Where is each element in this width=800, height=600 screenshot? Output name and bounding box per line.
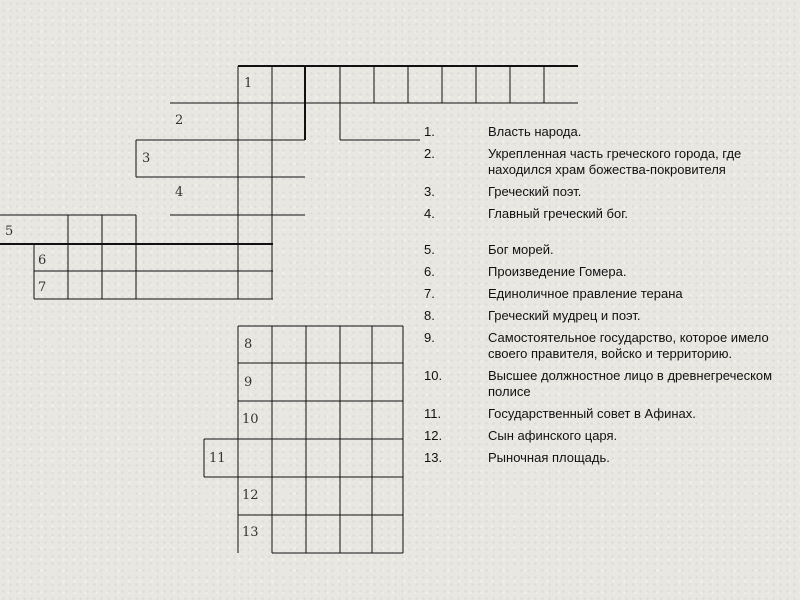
clue-12 bbox=[418, 428, 788, 444]
clue-10 bbox=[418, 368, 788, 400]
grid-number-2: 2 bbox=[175, 113, 184, 128]
clue-number: 2. bbox=[424, 146, 435, 161]
clue-13 bbox=[418, 450, 788, 466]
grid-number-11: 11 bbox=[209, 451, 226, 466]
clue-text: Главный греческий бог. bbox=[488, 206, 628, 221]
clue-7 bbox=[418, 286, 788, 302]
grid-number-9: 9 bbox=[244, 375, 253, 390]
clue-text: Высшее должностное лицо в древнегреческом полисе bbox=[488, 368, 773, 399]
clue-text: Власть народа. bbox=[488, 124, 582, 139]
grid-number-3: 3 bbox=[142, 151, 151, 166]
clue-text: Сын афинского царя. bbox=[488, 428, 618, 443]
grid-number-1: 1 bbox=[244, 76, 253, 91]
clue-text: Укрепленная часть греческого города, где находился храм божества-покровителя bbox=[488, 146, 742, 177]
clue-number: 9. bbox=[424, 330, 435, 345]
clue-gap bbox=[418, 228, 788, 242]
grid-number-6: 6 bbox=[38, 253, 47, 268]
clue-number: 4. bbox=[424, 206, 435, 221]
clue-8 bbox=[418, 308, 788, 324]
clue-list bbox=[418, 124, 788, 472]
clue-number: 13. bbox=[424, 450, 443, 465]
clue-text: Рыночная площадь. bbox=[488, 450, 610, 465]
grid-number-13: 13 bbox=[242, 525, 259, 540]
clue-5 bbox=[418, 242, 788, 258]
clue-2 bbox=[418, 146, 788, 178]
grid-number-5: 5 bbox=[5, 224, 14, 239]
clue-1 bbox=[418, 124, 788, 140]
clue-9 bbox=[418, 330, 788, 362]
grid-number-12: 12 bbox=[242, 488, 259, 503]
clue-number: 11. bbox=[424, 406, 442, 421]
clue-text: Бог морей. bbox=[488, 242, 554, 257]
clue-number: 6. bbox=[424, 264, 435, 279]
grid-number-7: 7 bbox=[38, 280, 47, 295]
grid-number-4: 4 bbox=[175, 185, 184, 200]
clue-number: 12. bbox=[424, 428, 443, 443]
clue-3 bbox=[418, 184, 788, 200]
clue-text: Самостоятельное государство, которое имело своего правителя, войско и территорию. bbox=[488, 330, 769, 361]
clue-number: 5. bbox=[424, 242, 435, 257]
clue-text: Произведение Гомера. bbox=[488, 264, 627, 279]
clue-6 bbox=[418, 264, 788, 280]
clue-number: 7. bbox=[424, 286, 435, 301]
clue-number: 1. bbox=[424, 124, 435, 139]
clue-text: Греческий мудрец и поэт. bbox=[488, 308, 641, 323]
clue-number: 8. bbox=[424, 308, 435, 323]
clue-number: 3. bbox=[424, 184, 435, 199]
grid-number-8: 8 bbox=[244, 337, 253, 352]
clue-text: Государственный совет в Афинах. bbox=[488, 406, 696, 421]
clue-4 bbox=[418, 206, 788, 222]
clue-11 bbox=[418, 406, 788, 422]
clue-text: Единоличное правление терана bbox=[488, 286, 683, 301]
grid-number-10: 10 bbox=[242, 412, 259, 427]
clue-text: Греческий поэт. bbox=[488, 184, 582, 199]
clue-number: 10. bbox=[424, 368, 443, 383]
